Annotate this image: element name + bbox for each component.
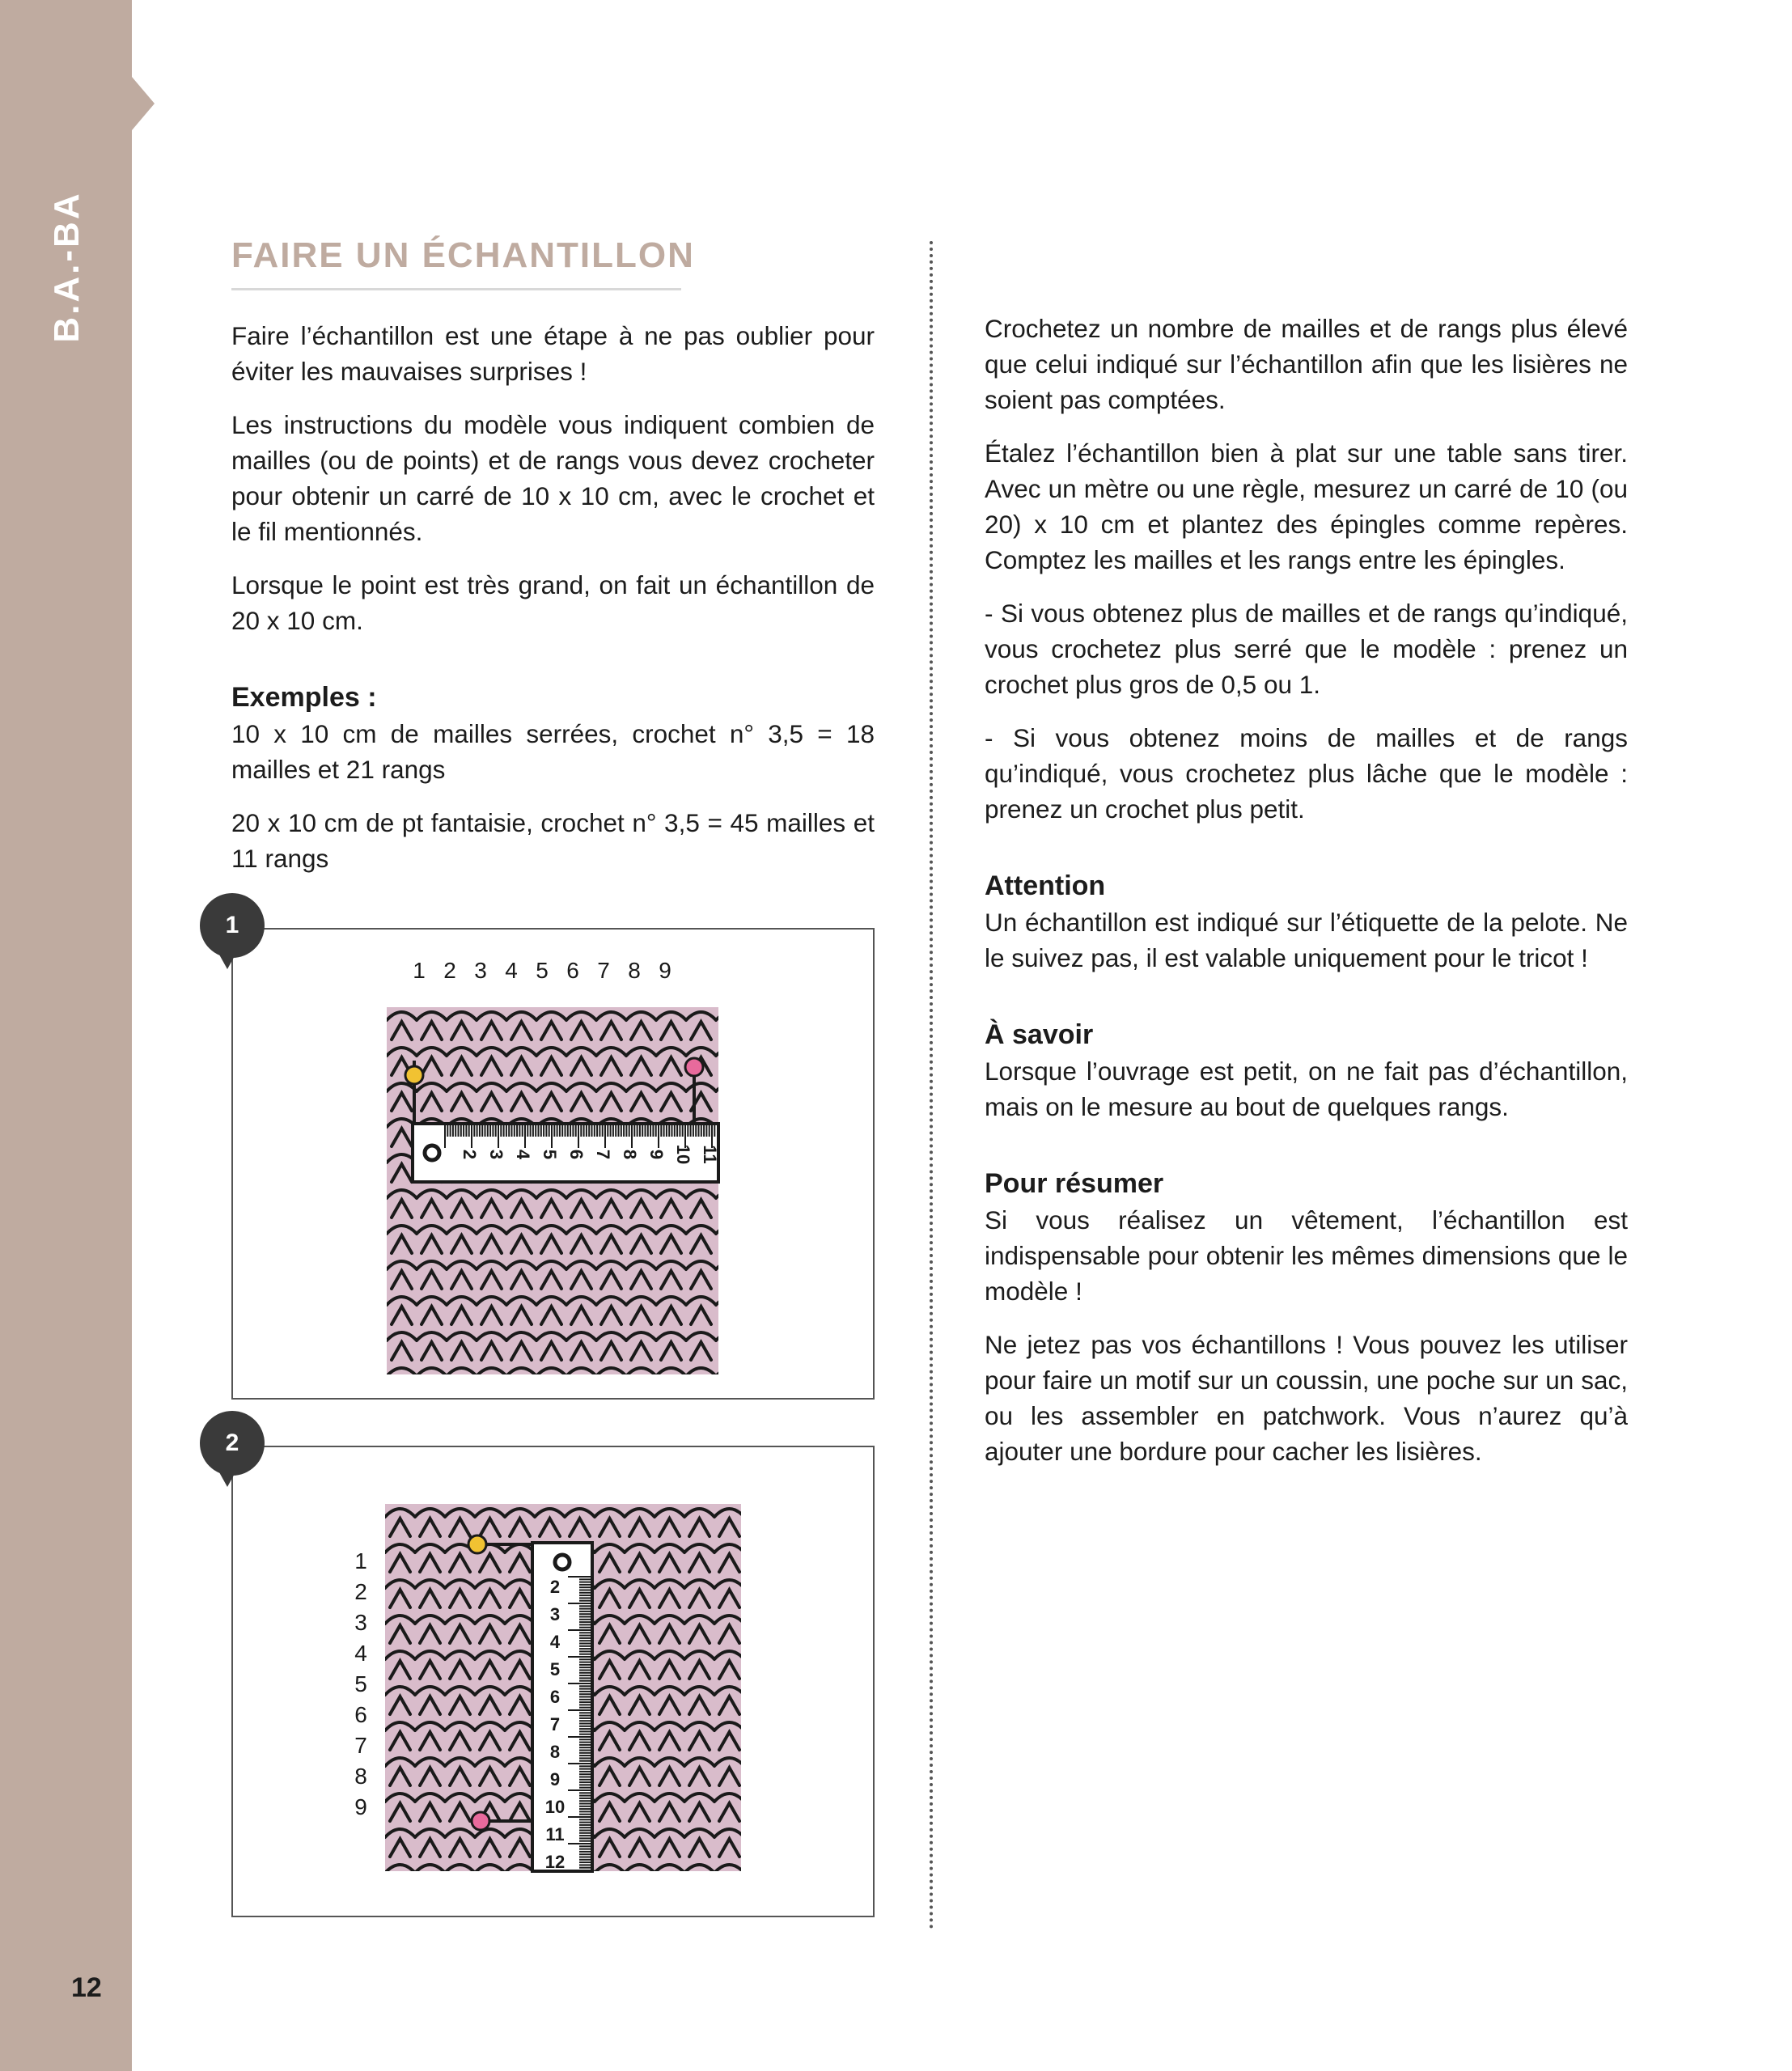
row-count-label: 5	[354, 1671, 367, 1696]
tape-number: 6	[549, 1687, 561, 1707]
tape-number: 3	[549, 1604, 561, 1624]
column-divider	[930, 241, 933, 1930]
figure-1-horizontal-measure	[231, 928, 875, 1400]
tape-number: 10	[544, 1797, 566, 1817]
page-number: 12	[71, 1972, 102, 2003]
row-count-label: 8	[354, 1764, 367, 1789]
stitch-count-label: 7	[597, 958, 610, 983]
attention-text: Un échantillon est indiqué sur l’étiquette de la pelote. Ne le suivez pas, il est valable uniquement pour le tricot !	[985, 908, 1628, 972]
section-label: B.A.-BA	[47, 191, 87, 343]
row-count-label: 9	[354, 1794, 367, 1819]
figure-1-badge: 1	[200, 893, 265, 958]
large-stitch-paragraph: Lorsque le point est très grand, on fait un échantillon de 20 x 10 cm.	[231, 570, 875, 635]
tape-number: 3	[486, 1149, 506, 1160]
row-count-label: 2	[354, 1579, 367, 1604]
sidebar-tab-notch	[132, 77, 155, 130]
tape-number: 5	[540, 1149, 560, 1160]
row-count-label: 1	[354, 1548, 367, 1573]
tape-number: 7	[549, 1714, 561, 1734]
right-paragraph-4: - Si vous obtenez moins de mailles et de rangs qu’indiqué, vous crochetez plus lâche que le modèle : prenez un crochet plus petit.	[985, 723, 1628, 824]
yellow-pin	[405, 1066, 423, 1084]
row-count-label: 6	[354, 1702, 367, 1727]
tape-number: 6	[566, 1149, 587, 1160]
tape-number: 8	[620, 1149, 640, 1160]
title-underline	[231, 288, 681, 290]
stitch-count-label: 2	[443, 958, 456, 983]
tape-number: 2	[549, 1577, 561, 1597]
tape-number: 2	[460, 1149, 480, 1160]
example-1: 10 x 10 cm de mailles serrées, crochet n° 3,5 = 18 mailles et 21 rangs	[231, 719, 875, 784]
row-count-label: 3	[354, 1610, 367, 1635]
a-savoir-heading: À savoir	[985, 1019, 1094, 1050]
resumer-text: Si vous réalisez un vêtement, l’échantillon est indispensable pour obtenir les mêmes dimensions que le modèle !	[985, 1205, 1628, 1306]
row-count-label: 4	[354, 1641, 367, 1666]
figure-2-vertical-measure	[231, 1446, 875, 1917]
figure-2-illustration	[233, 1447, 876, 1919]
figure-1-illustration	[233, 930, 876, 1401]
resumer-text-2: Ne jetez pas vos échantillons ! Vous pouvez les utiliser pour faire un motif sur un coussin, une poche sur un sac, ou les assembler en patchwork. Vous n’aurez qu’à ajouter une bordure pour cacher les lisières.	[985, 1330, 1628, 1466]
tape-number: 11	[700, 1145, 720, 1164]
left-column	[231, 233, 875, 894]
instructions-paragraph: Les instructions du modèle vous indiquent combien de mailles (ou de points) et de rangs vous devez crocheter pour obtenir un carré de 10 x 10 cm, avec le crochet et le fil mentionnés.	[231, 410, 875, 546]
stitch-count-label: 8	[628, 958, 641, 983]
pink-pin	[685, 1058, 703, 1076]
stitch-count-label: 4	[505, 958, 518, 983]
yellow-pin	[468, 1535, 486, 1553]
pink-pin	[472, 1812, 489, 1830]
tape-number: 9	[549, 1769, 561, 1789]
tape-number: 7	[593, 1149, 613, 1160]
attention-heading: Attention	[985, 870, 1106, 901]
tape-number: 9	[646, 1149, 667, 1160]
stitch-count-label: 5	[536, 958, 549, 983]
right-paragraph-3: - Si vous obtenez plus de mailles et de rangs qu’indiqué, vous crochetez plus serré que le modèle : prenez un crochet plus gros de 0,5 ou 1.	[985, 599, 1628, 699]
tape-number: 8	[549, 1742, 561, 1762]
tape-number: 11	[545, 1824, 565, 1844]
stitch-count-label: 9	[659, 958, 671, 983]
stitch-count-label: 3	[474, 958, 487, 983]
example-2: 20 x 10 cm de pt fantaisie, crochet n° 3,5 = 45 mailles et 11 rangs	[231, 808, 875, 873]
right-paragraph-2: Étalez l’échantillon bien à plat sur une table sans tirer. Avec un mètre ou une règle, mesurez un carré de 10 (ou 20) x 10 cm et plantez des épingles comme repères. Comptez les mailles et les rangs entre les épingles.	[985, 438, 1628, 574]
right-paragraph-1: Crochetez un nombre de mailles et de rangs plus élevé que celui indiqué sur l’échantillon afin que les lisières ne soient pas comptées.	[985, 314, 1628, 414]
page-title: FAIRE UN ÉCHANTILLON	[231, 235, 695, 275]
a-savoir-text: Lorsque l’ouvrage est petit, on ne fait pas d’échantillon, mais on le mesure au bout de quelques rangs.	[985, 1057, 1628, 1121]
tape-number: 4	[549, 1632, 561, 1652]
tape-number: 5	[549, 1659, 561, 1679]
tape-number: 10	[673, 1144, 693, 1165]
tape-number: 4	[513, 1149, 533, 1160]
tape-number: 12	[544, 1852, 566, 1872]
examples-heading: Exemples :	[231, 682, 377, 713]
intro-paragraph: Faire l’échantillon est une étape à ne pas oublier pour éviter les mauvaises surprises !	[231, 321, 875, 386]
resumer-heading: Pour résumer	[985, 1168, 1164, 1199]
stitch-count-label: 6	[566, 958, 579, 983]
stitch-count-label: 1	[413, 958, 426, 983]
right-column	[985, 311, 1628, 1487]
figure-2-badge: 2	[200, 1411, 265, 1476]
row-count-label: 7	[354, 1733, 367, 1758]
